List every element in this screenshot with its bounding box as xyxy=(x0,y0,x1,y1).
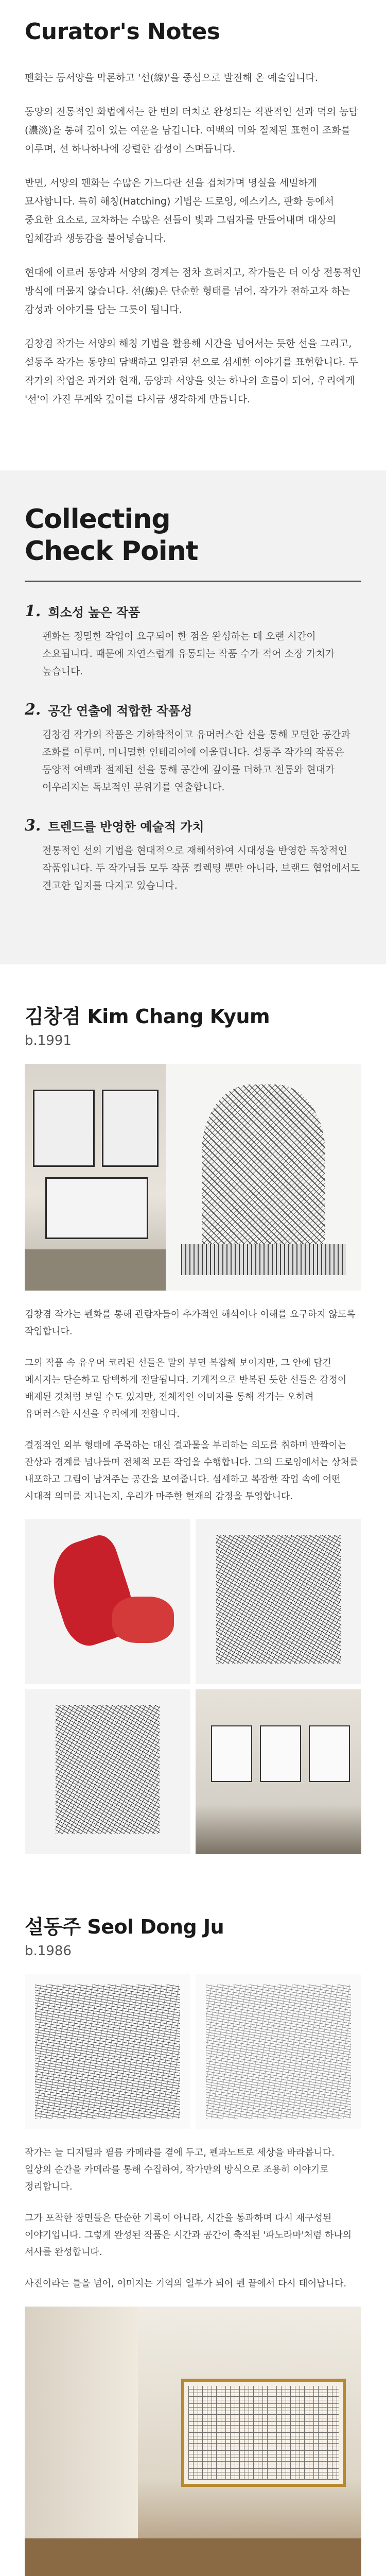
artist-name: 김창겸 Kim Chang Kyum xyxy=(25,1005,270,1028)
checkpoint-item-title xyxy=(25,602,361,620)
checkpoint-title-line1: Collecting xyxy=(25,504,170,535)
curators-notes-title: Curator's Notes xyxy=(25,19,220,45)
artist-birth-year: b.1991 xyxy=(25,1033,72,1048)
checkpoint-item-heading: 공간 연출에 적합한 작품성 xyxy=(48,704,192,718)
artwork-image xyxy=(166,1064,361,1291)
exhibition-photo xyxy=(196,1689,361,1854)
artist-paragraph: 결정적인 외부 형태에 주목하는 대신 결과물을 부리하는 의도를 취하며 반짝이는 잔상과 경계를 넘나들며 전체적 모든 작업을 수행합니다. 그의 드로잉에서는 상처를 내포하고 그림이 남겨주는 공간을 보여줍니다. 섬세하고 복잡한 작업 속에 어떤 시대적 의미를 지니는지, 우리가 마주한 현재의 감정을 투영합니다. xyxy=(25,1440,359,1502)
checkpoint-section xyxy=(0,470,386,964)
checkpoint-item xyxy=(25,817,361,894)
notes-paragraph: 김창겸 작가는 서양의 해칭 기법을 활용해 시간을 넘어서는 듯한 선을 그리고, 설동주 작가는 동양의 담백하고 일관된 선으로 섬세한 이야기를 표현합니다. 두 작가의 작업은 과거와 현재, 동양과 서양을 잇는 하나의 흐름이 되어, 우리에게 '선'이 가진 무게와 깊이를 다시금 생각하게 만듭니다. xyxy=(25,338,358,405)
artist-paragraph: 김창겸 작가는 펜화를 통해 관람자들이 추가적인 해석이나 이해를 요구하지 않도록 작업합니다. xyxy=(25,1309,356,1337)
artwork-image xyxy=(25,1974,190,2129)
checkpoint-title-line2: Check Point xyxy=(25,536,198,567)
artist-birth-year: b.1986 xyxy=(25,1943,72,1959)
artist-description xyxy=(25,1306,361,1505)
exhibition-photo xyxy=(25,1064,166,1291)
artwork-image xyxy=(25,1689,190,1854)
checkpoint-item xyxy=(25,602,361,680)
checkpoint-item-text: 전통적인 선의 기법을 현대적으로 재해석하여 시대성을 반영한 독창적인 작품입니다. 두 작가님들 모두 작품 컬렉팅 뿐만 아니라, 브랜드 협업에서도 견고한 입지를 다지고 있습니다. xyxy=(42,845,360,891)
checkpoint-item-title xyxy=(25,817,361,835)
artist-description xyxy=(25,2144,361,2292)
notes-paragraph: 현대에 이르러 동양과 서양의 경계는 점차 흐려지고, 작가들은 더 이상 전통적인 방식에 머물지 않습니다. 선(線)은 단순한 형태를 넘어, 작가가 전하고자 하는 감성과 이야기를 담는 그릇이 됩니다. xyxy=(25,267,361,315)
artwork-gallery xyxy=(25,1519,361,1854)
artist-paragraph: 작가는 늘 디지털과 필름 카메라를 곁에 두고, 펜과노트로 세상을 바라봅니다. 일상의 순간을 카메라를 통해 수집하여, 작가만의 방식으로 조용히 이야기로 정리합니다. xyxy=(25,2147,335,2192)
checkpoint-item-text: 김창겸 작가의 작품은 기하학적이고 유머러스한 선을 통해 모던한 공간과 조화를 이루며, 미니멀한 인테리어에 어울립니다. 설동주 작가의 작품은 동양적 여백과 절제된 선을 통해 공간에 깊이를 더하고 전통와 현대가 어우러지는 독보적인 분위기를 연출합니다. xyxy=(42,729,350,793)
exhibition-photo xyxy=(25,2307,361,2576)
notes-paragraph: 동양의 전통적인 화법에서는 한 번의 터치로 완성되는 직관적인 선과 먹의 농담(濃淡)을 통해 깊이 있는 여운을 남깁니다. 여백의 미와 절제된 표현이 조화를 이루며, 선 하나하나에 강렬한 감성이 스며듭니다. xyxy=(25,106,358,155)
notes-paragraph: 펜화는 동서양을 막론하고 '선(線)'을 중심으로 발전해 온 예술입니다. xyxy=(25,72,318,83)
checkpoint-item-number: 1. xyxy=(25,602,41,620)
artwork-gallery xyxy=(25,1974,361,2129)
checkpoint-item-title xyxy=(25,701,361,719)
checkpoint-item xyxy=(25,701,361,796)
artwork-gallery xyxy=(25,1064,361,1291)
artist-name: 설동주 Seol Dong Ju xyxy=(25,1916,224,1938)
artist-paragraph: 그가 포착한 장면들은 단순한 기록이 아니라, 시간을 통과하며 다시 재구성된 이야기입니다. 그렇게 완성된 작품은 시간과 공간이 축적된 '파노라마'처럼 하나의 서사를 완성합니다. xyxy=(25,2213,352,2258)
artwork-image xyxy=(196,1519,361,1684)
divider xyxy=(25,581,361,582)
checkpoint-item-number: 3. xyxy=(25,817,41,835)
artist-section-seol xyxy=(0,1875,386,2576)
artist-paragraph: 그의 작품 속 유우머 코리된 선들은 말의 부면 복잡해 보이지만, 그 안에 담긴 메시지는 단순하고 담백하게 전달됩니다. 기계적으로 반복된 듯한 선들은 감정이 배제된 것처럼 보일 수도 있지만, 전체적인 이미지를 통해 작가는 오히려 유머러스한 시선을 우리에게 전합니다. xyxy=(25,1358,347,1419)
checkpoint-item-heading: 트렌드를 반영한 예술적 가치 xyxy=(48,820,204,834)
checkpoint-title xyxy=(25,503,361,567)
artwork-image xyxy=(25,1519,190,1684)
artist-section-kim xyxy=(0,964,386,1875)
notes-paragraph: 반면, 서양의 펜화는 수많은 가느다란 선을 겹쳐가며 명실을 세밀하게 묘사합니다. 특히 해칭(Hatching) 기법은 드로잉, 에스키스, 판화 등에서 중요한 요소로, 교차하는 수많은 선들이 빛과 그림자를 만들어내며 대상의 입체감과 생동감을 불어넣습니다. xyxy=(25,177,336,244)
curators-notes-section xyxy=(0,0,386,470)
checkpoint-item-number: 2. xyxy=(25,701,41,719)
checkpoint-item-heading: 희소성 높은 작품 xyxy=(48,605,141,620)
artwork-image xyxy=(196,1974,361,2129)
checkpoint-item-text: 펜화는 정밀한 작업이 요구되어 한 점을 완성하는 데 오랜 시간이 소요됩니다. 때문에 자연스럽게 유통되는 작품 수가 적어 소장 가치가 높습니다. xyxy=(42,631,335,677)
artist-paragraph: 사진이라는 틀을 넘어, 이미지는 기억의 일부가 되어 펜 끝에서 다시 태어납니다. xyxy=(25,2278,347,2289)
